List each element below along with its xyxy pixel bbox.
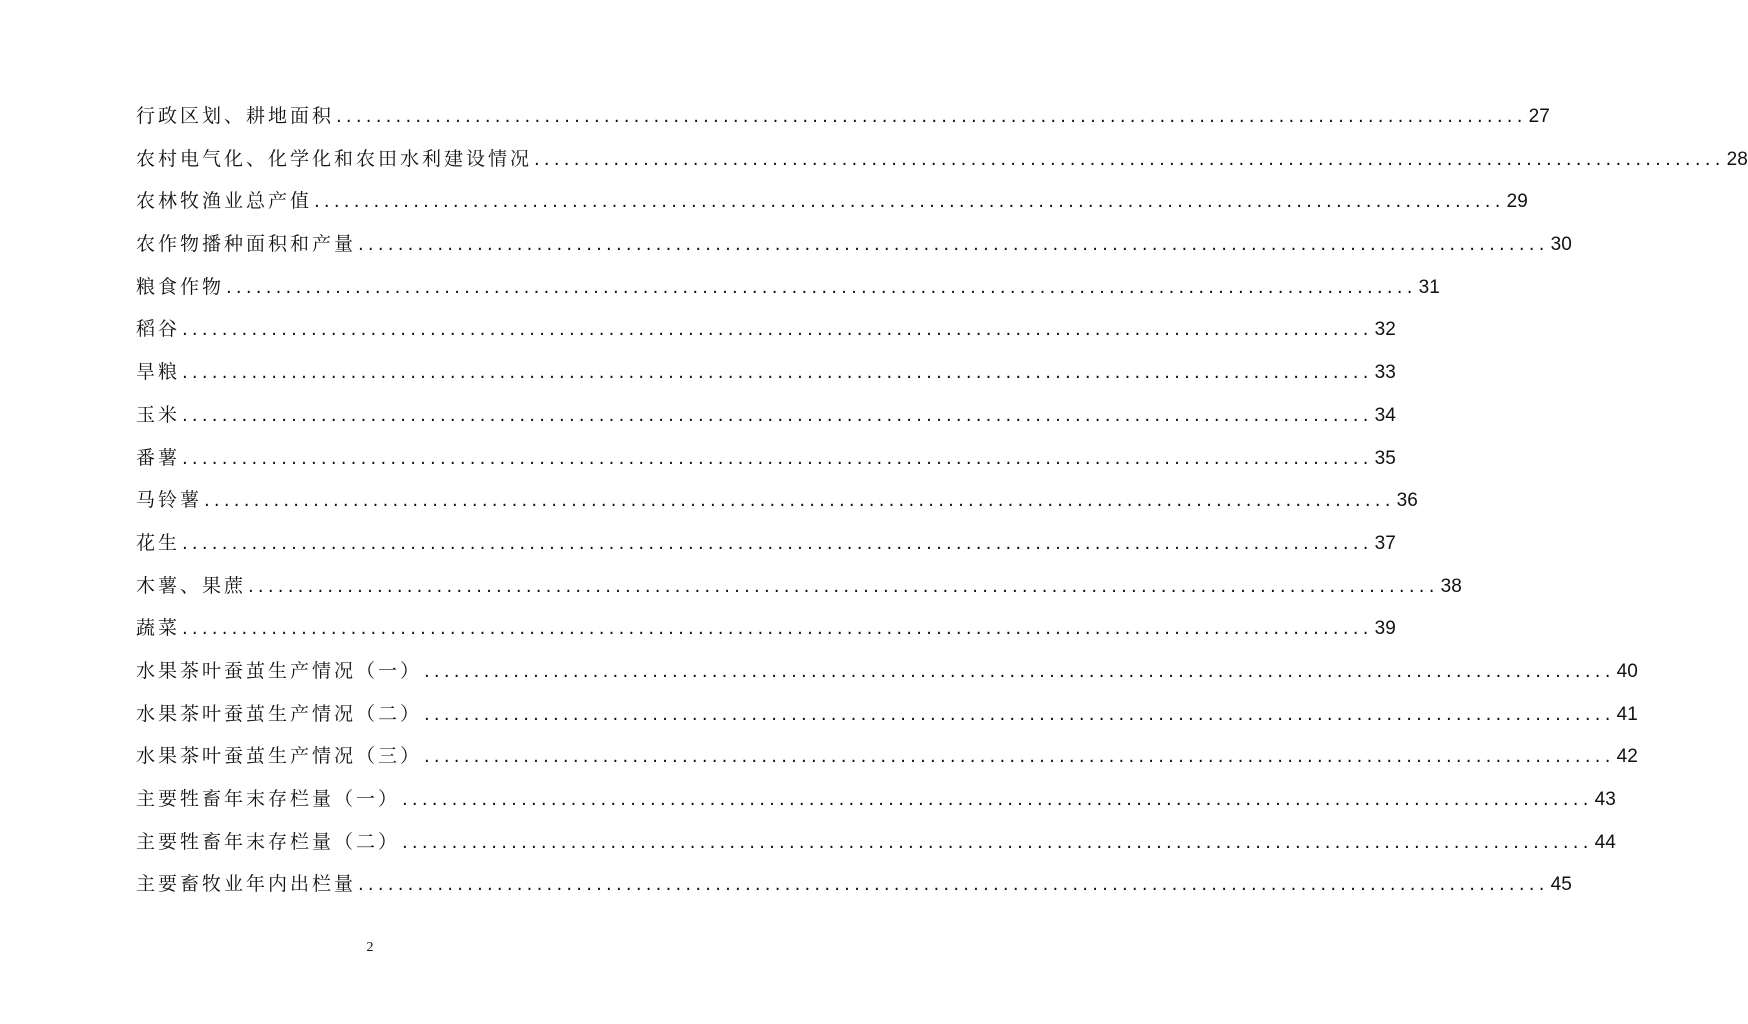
toc-dot-leader: ........................................................................................................................ [402,831,1593,853]
toc-entry-page: 35 [1374,447,1396,469]
toc-entry-page: 32 [1374,319,1396,341]
toc-entry-title: 玉米 [136,403,181,426]
toc-entry-page: 36 [1396,490,1418,512]
toc-entry [136,522,1396,565]
toc-entry-title: 蔬菜 [136,617,181,640]
toc-entry-page: 38 [1440,575,1462,597]
toc-entry-title: 番薯 [136,446,181,469]
toc-entry-title: 主要牲畜年末存栏量（一） [136,788,401,810]
toc-entry-title: 水果茶叶蚕茧生产情况（三） [136,745,423,768]
toc-dot-leader: ........................................................................................................................ [182,319,1373,341]
toc-entry [136,693,1638,736]
toc-entry-title: 水果茶叶蚕茧生产情况（二） [136,702,423,725]
toc-entry-page: 43 [1594,789,1616,810]
toc-entry-title: 主要畜牧业年内出栏量 [136,873,357,896]
toc-entry [136,266,1440,309]
toc-entry-page: 42 [1616,746,1638,768]
toc-entry [136,351,1396,394]
toc-entry [136,650,1638,693]
page-number: 2 [366,940,374,955]
toc-dot-leader: ........................................................................................................................ [182,362,1373,384]
toc-entry-title: 主要牲畜年末存栏量（二） [136,830,401,853]
toc-entry-title: 粮食作物 [136,275,225,298]
toc-entry-title: 花生 [136,531,181,554]
toc-entry-page: 45 [1550,874,1572,896]
toc-entry-title: 农作物播种面积和产量 [136,233,357,256]
toc-entry-title: 马铃薯 [136,489,203,512]
toc-entry-page: 37 [1374,532,1396,554]
toc-entry [136,223,1572,266]
toc-entry [136,735,1638,778]
toc-entry [136,138,1748,181]
toc-entry-title: 行政区划、耕地面积 [136,105,335,127]
toc-dot-leader: ........................................................................................................................ [226,276,1417,298]
toc-dot-leader: ........................................................................................................................ [424,660,1615,682]
toc-dot-leader: ........................................................................................................................ [424,746,1615,768]
toc-dot-leader: ........................................................................................................................ [358,234,1549,256]
toc-entry [136,479,1418,522]
toc-entry [136,778,1616,821]
toc-dot-leader: ........................................................................................................................ [204,490,1395,512]
toc-entry-page: 29 [1506,191,1528,213]
toc-entry-page: 31 [1418,276,1440,298]
toc-entry-title: 水果茶叶蚕茧生产情况（一） [136,659,423,682]
toc-entry [136,607,1396,650]
toc-entry-page: 39 [1374,618,1396,640]
toc-entry-page: 44 [1594,831,1616,853]
toc-dot-leader: ........................................................................................................................ [182,447,1373,469]
toc-entry-page: 33 [1374,362,1396,384]
toc-entry-title: 旱粮 [136,361,181,384]
toc-entry [136,437,1396,480]
toc-dot-leader: ........................................................................................................................ [534,148,1725,170]
toc-dot-leader: ........................................................................................................................ [182,532,1373,554]
toc-entry-page: 28 [1726,148,1748,170]
toc-entry-page: 30 [1550,234,1572,256]
toc-dot-leader: ........................................................................................................................ [314,191,1505,213]
toc-dot-leader: ........................................................................................................................ [182,404,1373,426]
toc-entry [136,95,1550,138]
toc-entry [136,565,1462,608]
toc-entry [136,308,1396,351]
table-of-contents [136,95,1748,906]
toc-entry-page: 34 [1374,404,1396,426]
toc-entry-page: 40 [1616,660,1638,682]
toc-dot-leader: ........................................................................................................................ [182,618,1373,640]
toc-dot-leader: ........................................................................................................................ [358,874,1549,896]
toc-entry [136,863,1572,906]
toc-entry-title: 农村电气化、化学化和农田水利建设情况 [136,147,533,170]
toc-dot-leader: ........................................................................................................................ [248,575,1439,597]
toc-entry-page: 41 [1616,703,1638,725]
toc-entry [136,180,1528,223]
toc-dot-leader: ........................................................................................................................ [424,703,1615,725]
toc-entry [136,394,1396,437]
toc-dot-leader: ........................................................................................................................ [402,789,1593,810]
toc-entry-page: 27 [1528,106,1550,127]
toc-dot-leader: ........................................................................................................................ [336,106,1527,127]
toc-entry-title: 木薯、果蔗 [136,574,247,597]
toc-entry [136,821,1616,864]
toc-entry-title: 农林牧渔业总产值 [136,190,313,213]
toc-entry-title: 稻谷 [136,318,181,341]
